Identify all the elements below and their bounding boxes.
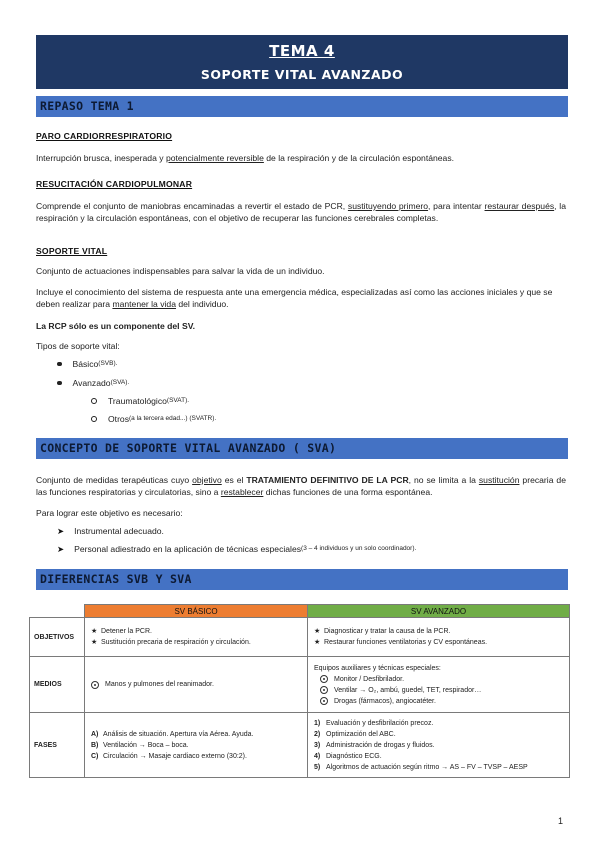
list-marker: 5) <box>314 763 321 771</box>
list-item <box>57 543 416 555</box>
list-item <box>314 637 563 648</box>
list-marker: 4) <box>314 752 321 760</box>
list-item <box>314 751 563 762</box>
underlined-term: restaurar después <box>484 201 555 211</box>
list-item <box>314 729 563 740</box>
text-run: , la respiración y la circulación espontáneas, con el objetivo de recuperar las funciones cerebrales completas. <box>36 201 566 223</box>
cell-text: Ventilar → O₂, ambú, guedel, TET, respirador… <box>334 686 482 694</box>
cell-text: Análisis de situación. Apertura vía Aérea. Ayuda. <box>103 730 254 738</box>
bold-term: TRATAMIENTO DEFINITIVO DE LA PCR <box>246 475 409 485</box>
section-bar-diferencias: DIFERENCIAS SVB Y SVA <box>36 569 568 590</box>
table-header-row <box>30 605 570 618</box>
underlined-term: mantener la vida <box>112 299 176 309</box>
cell-basic-medios <box>85 657 308 713</box>
list-marker: C) <box>91 752 99 760</box>
table-row <box>30 657 570 713</box>
text-run: precaria de las funciones respiratorias y circulatorias, sino a <box>36 475 566 497</box>
cell-intro-text: Equipos auxiliares y técnicas especiales: <box>314 664 441 672</box>
target-bullet-icon <box>91 681 99 689</box>
text-run: , para intentar <box>428 201 485 211</box>
page-number: 1 <box>558 816 564 826</box>
sv-text-2 <box>36 286 566 310</box>
sv-bold-note: La RCP sólo es un componente del SV. <box>36 321 196 331</box>
circle-bullet-icon <box>91 416 97 422</box>
list-item <box>314 685 563 696</box>
row-label-medios: MEDIOS <box>30 657 85 713</box>
list-item-label: Instrumental adecuado. <box>74 526 164 536</box>
bullet-icon <box>57 381 62 386</box>
comparison-table <box>29 604 570 778</box>
text-run: Interrupción brusca, inesperada y <box>36 153 166 163</box>
cell-text: Manos y pulmones del reanimador. <box>105 681 214 688</box>
list-item-label: Traumatológico <box>108 396 167 406</box>
list-item-note: (SVA). <box>110 379 130 386</box>
cell-basic-objetivos <box>85 618 308 657</box>
section-bar-repaso: REPASO TEMA 1 <box>36 96 568 117</box>
list-item <box>91 626 301 637</box>
bullet-icon <box>57 362 62 367</box>
list-item-label: Básico <box>72 359 99 369</box>
star-icon: ★ <box>314 639 321 646</box>
section-bar-concepto: CONCEPTO DE SOPORTE VITAL AVANZADO ( SVA) <box>36 438 568 459</box>
text-run: Comprende el conjunto de maniobras encaminadas a revertir el estado de PCR, <box>36 201 348 211</box>
list-item <box>91 740 301 751</box>
cell-text: Sustitución precaria de respiración y circulación. <box>101 639 251 646</box>
sv-text-1: Conjunto de actuaciones indispensables para salvar la vida de un individuo. <box>36 266 325 276</box>
circle-bullet-icon <box>91 398 97 404</box>
rcp-text <box>36 200 566 224</box>
tipos-label: Tipos de soporte vital: <box>36 341 120 351</box>
cell-advanced-fases <box>308 713 570 778</box>
heading-sv: SOPORTE VITAL <box>36 246 108 256</box>
text-run: Incluye el conocimiento del sistema de respuesta ante una emergencia médica, especializadas así como las acciones iniciales y que se deben realizar para <box>36 287 553 309</box>
table-row <box>30 713 570 778</box>
list-item-note: (a la tercera edad...) (SVATR). <box>129 415 217 422</box>
cell-advanced-objetivos <box>308 618 570 657</box>
target-bullet-icon <box>320 675 328 683</box>
list-item-label: Avanzado <box>72 378 111 388</box>
list-marker: B) <box>91 741 99 749</box>
cell-text: Administración de drogas y fluidos. <box>326 741 435 749</box>
cell-text: Ventilación → Boca – boca. <box>103 741 189 749</box>
cell-text: Monitor / Desfibrilador. <box>334 675 405 683</box>
underlined-term: potencialmente reversible <box>165 153 264 163</box>
heading-paro: PARO CARDIORRESPIRATORIO <box>36 131 173 141</box>
cell-text: Evaluación y desfibrilación precoz. <box>326 719 434 727</box>
cell-text: Diagnóstico ECG. <box>326 752 382 760</box>
underlined-term: sustituyendo primero <box>347 201 429 211</box>
list-item <box>57 525 164 537</box>
list-item <box>91 637 301 648</box>
cell-text: Circulación → Masaje cardiaco externo (30:2). <box>103 752 247 760</box>
page-title: TEMA 4 <box>269 42 335 60</box>
text-run: es el <box>221 475 247 485</box>
underlined-term: restablecer <box>220 487 264 497</box>
column-header-advanced: SV AVANZADO <box>308 605 570 618</box>
list-item <box>314 762 563 773</box>
target-bullet-icon <box>320 686 328 694</box>
star-icon: ★ <box>91 628 98 635</box>
cell-text: Detener la PCR. <box>101 628 152 635</box>
heading-rcp: RESUCITACIÓN CARDIOPULMONAR <box>36 179 193 189</box>
arrow-bullet-icon: ➤ <box>57 526 65 536</box>
row-label-fases: FASES <box>30 713 85 778</box>
list-marker: 2) <box>314 730 321 738</box>
concepto-text <box>36 474 566 498</box>
list-item <box>57 377 129 389</box>
cell-text: Drogas (fármacos), angiocatéter. <box>334 697 436 705</box>
list-item-note: (3 – 4 individuos y un solo coordinador). <box>301 545 417 552</box>
cell-text: Optimización del ABC. <box>326 730 396 738</box>
para-lograr: Para lograr este objetivo es necesario: <box>36 508 183 518</box>
cell-advanced-medios <box>308 657 570 713</box>
text-run: dichas funciones de una forma espontánea. <box>263 487 433 497</box>
title-banner <box>36 35 568 89</box>
table-row <box>30 618 570 657</box>
list-item <box>91 751 301 762</box>
underlined-term: sustitución <box>478 475 520 485</box>
list-item <box>91 729 301 740</box>
sub-list-item <box>91 413 216 425</box>
empty-corner-cell <box>30 605 85 618</box>
arrow-bullet-icon: ➤ <box>57 544 65 554</box>
star-icon: ★ <box>314 628 321 635</box>
target-bullet-icon <box>320 697 328 705</box>
list-item-note: (SVB). <box>98 360 118 367</box>
list-item-label: Personal adiestrado en la aplicación de técnicas especiales <box>74 544 302 554</box>
cell-text: Restaurar funciones ventilatorias y CV espontáneas. <box>324 639 488 646</box>
text-run: Conjunto de medidas terapéuticas cuyo <box>36 475 193 485</box>
text-run: , no se limita a la <box>408 475 479 485</box>
list-marker: 1) <box>314 719 321 727</box>
text-run: de la respiración y de la circulación espontáneas. <box>263 153 455 163</box>
column-header-basic: SV BÁSICO <box>85 605 308 618</box>
row-label-objetivos: OBJETIVOS <box>30 618 85 657</box>
cell-basic-fases <box>85 713 308 778</box>
cell-text: Diagnosticar y tratar la causa de la PCR. <box>324 628 451 635</box>
list-item <box>91 679 301 690</box>
list-item-label: Otros <box>108 414 130 424</box>
underlined-term: objetivo <box>192 475 222 485</box>
sub-list-item <box>91 395 189 407</box>
list-marker: 3) <box>314 741 321 749</box>
list-item-note: (SVAT). <box>166 397 190 404</box>
cell-text: Algoritmos de actuación según ritmo → AS – FV – TVSP – AESP <box>326 763 528 771</box>
list-item <box>314 740 563 751</box>
paro-text <box>36 152 566 164</box>
list-item <box>314 674 563 685</box>
list-item <box>57 358 117 370</box>
star-icon: ★ <box>91 639 98 646</box>
text-run: del individuo. <box>175 299 229 309</box>
list-item <box>314 626 563 637</box>
list-item <box>314 696 563 707</box>
page-subtitle: SOPORTE VITAL AVANZADO <box>200 67 404 82</box>
list-item <box>314 718 563 729</box>
list-marker: A) <box>91 730 99 738</box>
